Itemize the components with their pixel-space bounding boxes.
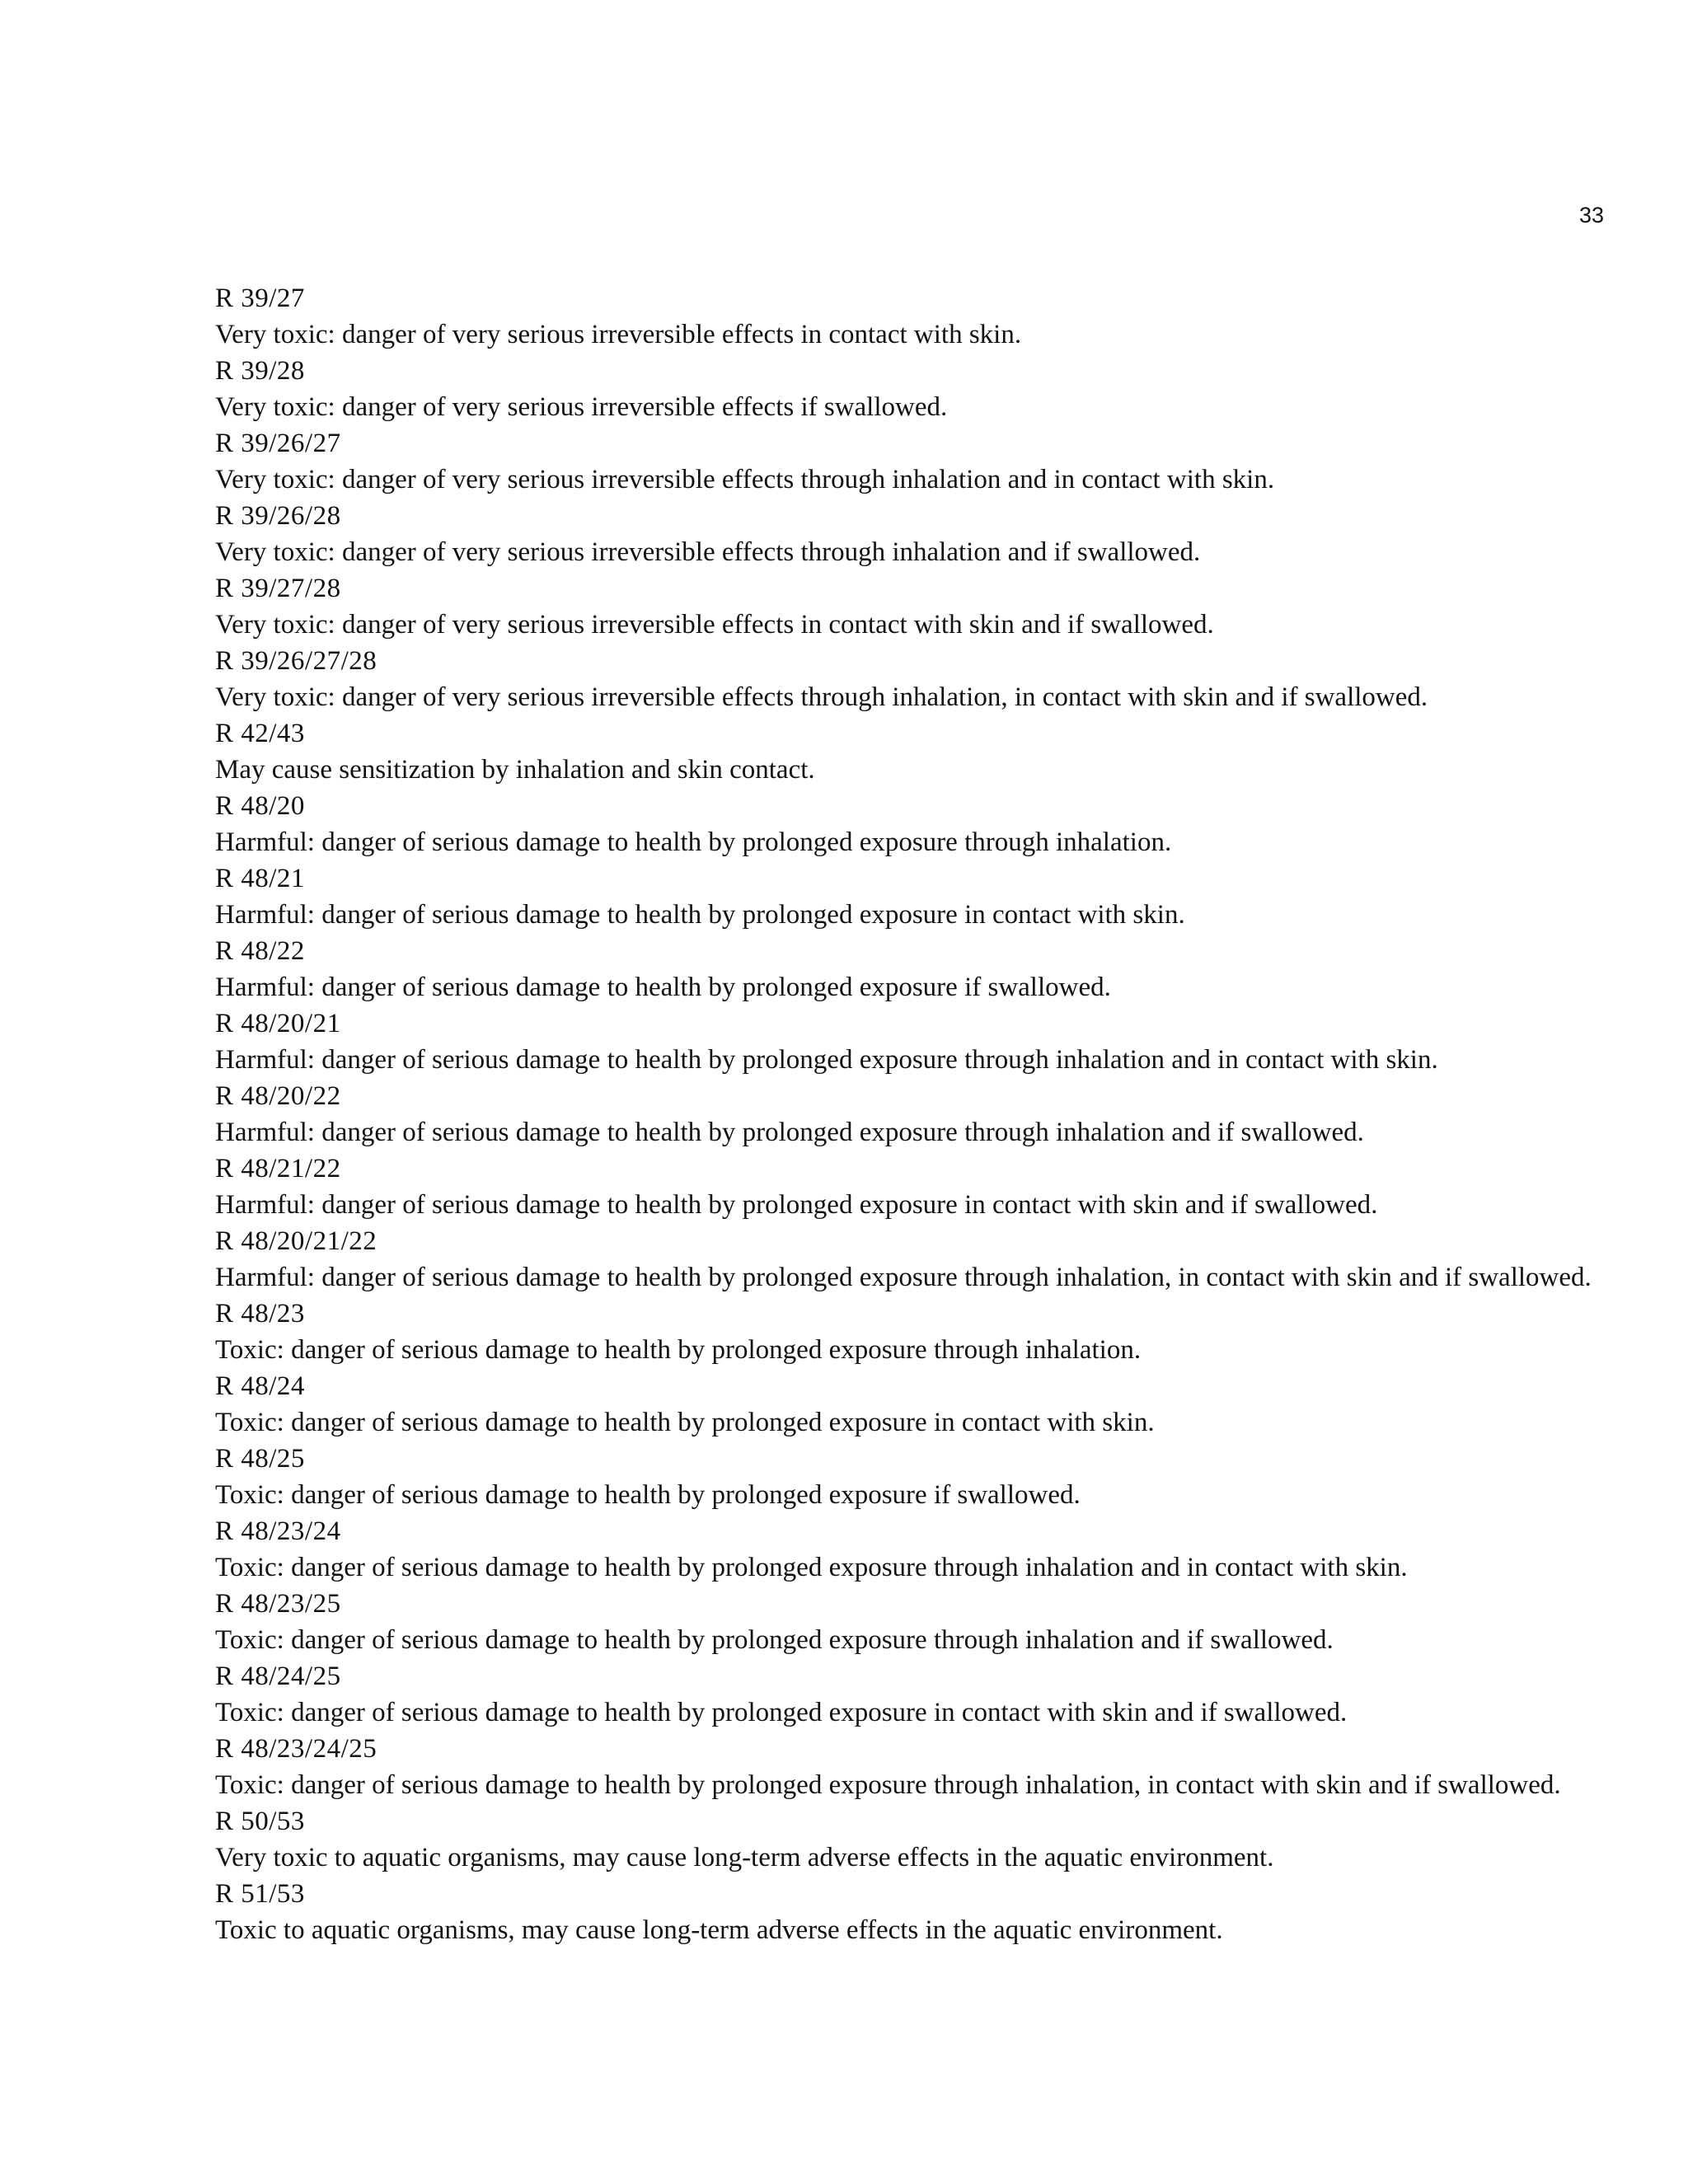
risk-phrase-text: Toxic: danger of serious damage to health by prolonged exposure through inhalation and in contact with skin.: [215, 1553, 1408, 1582]
risk-phrase-code: R 39/27: [215, 284, 305, 313]
risk-phrase-entry: [215, 425, 1688, 498]
risk-phrase-text: Harmful: danger of serious damage to health by prolonged exposure in contact with skin.: [215, 900, 1185, 930]
risk-phrase-entry: [215, 788, 1688, 860]
risk-phrase-text: Harmful: danger of serious damage to health by prolonged exposure if swallowed.: [215, 972, 1111, 1002]
risk-phrase-code: R 39/26/28: [215, 501, 341, 531]
risk-phrase-text: Very toxic: danger of very serious irreversible effects through inhalation and if swallowed.: [215, 537, 1201, 567]
risk-phrase-code: R 48/20/21/22: [215, 1226, 377, 1256]
risk-phrase-code: R 48/22: [215, 936, 305, 966]
risk-phrase-entry: [215, 643, 1688, 715]
risk-phrase-entry: [215, 280, 1688, 353]
risk-phrase-text: Very toxic: danger of very serious irreversible effects through inhalation and in contact with skin.: [215, 465, 1275, 494]
risk-phrase-entry: [215, 1586, 1688, 1658]
risk-phrase-code: R 39/26/27/28: [215, 646, 377, 676]
risk-phrase-code: R 39/26/27: [215, 429, 341, 458]
risk-phrase-code: R 48/21: [215, 864, 305, 893]
risk-phrase-text: Harmful: danger of serious damage to health by prolonged exposure in contact with skin and if swallowed.: [215, 1190, 1378, 1220]
risk-phrase-code: R 48/25: [215, 1444, 305, 1474]
risk-phrase-code: R 48/23: [215, 1299, 305, 1329]
risk-phrase-text: Very toxic: danger of very serious irreversible effects in contact with skin.: [215, 320, 1022, 349]
risk-phrase-entry: [215, 1731, 1688, 1803]
risk-phrase-entry: [215, 715, 1688, 788]
risk-phrase-text: Toxic: danger of serious damage to health by prolonged exposure in contact with skin and if swallowed.: [215, 1698, 1348, 1727]
risk-phrase-entry: [215, 1876, 1688, 1948]
risk-phrase-code: R 48/20/22: [215, 1081, 341, 1111]
risk-phrase-entry: [215, 570, 1688, 643]
risk-phrase-code: R 48/21/22: [215, 1154, 341, 1183]
risk-phrase-entry: [215, 353, 1688, 425]
risk-phrase-entry: [215, 1441, 1688, 1513]
risk-phrase-code: R 51/53: [215, 1879, 305, 1909]
risk-phrase-code: R 42/43: [215, 719, 305, 748]
risk-phrase-text: Very toxic to aquatic organisms, may cause long-term adverse effects in the aquatic environment.: [215, 1843, 1274, 1872]
risk-phrase-text: Toxic: danger of serious damage to health by prolonged exposure through inhalation and if swallowed.: [215, 1625, 1334, 1655]
risk-phrase-text: Toxic: danger of serious damage to health by prolonged exposure in contact with skin.: [215, 1408, 1155, 1437]
risk-phrase-code: R 50/53: [215, 1807, 305, 1836]
risk-phrase-code: R 48/20/21: [215, 1009, 341, 1038]
risk-phrase-text: Toxic: danger of serious damage to health by prolonged exposure through inhalation, in contact with skin and if swallowed.: [215, 1770, 1561, 1800]
risk-phrase-text: Very toxic: danger of very serious irreversible effects if swallowed.: [215, 392, 948, 422]
risk-phrase-text: Toxic: danger of serious damage to health by prolonged exposure through inhalation.: [215, 1335, 1142, 1365]
risk-phrase-code: R 39/27/28: [215, 574, 341, 603]
page-number: 33: [1579, 203, 1605, 227]
risk-phrase-code: R 39/28: [215, 356, 305, 386]
risk-phrase-code: R 48/24/25: [215, 1661, 341, 1691]
risk-phrase-list: [215, 280, 1688, 1948]
risk-phrase-text: Harmful: danger of serious damage to health by prolonged exposure through inhalation and in contact with skin.: [215, 1045, 1438, 1075]
risk-phrase-code: R 48/23/25: [215, 1589, 341, 1619]
risk-phrase-text: Harmful: danger of serious damage to health by prolonged exposure through inhalation, in contact with skin and if swallowed.: [215, 1263, 1592, 1292]
risk-phrase-text: May cause sensitization by inhalation and skin contact.: [215, 755, 815, 785]
risk-phrase-text: Very toxic: danger of very serious irreversible effects in contact with skin and if swallowed.: [215, 610, 1214, 640]
risk-phrase-entry: [215, 1368, 1688, 1441]
risk-phrase-text: Toxic: danger of serious damage to health by prolonged exposure if swallowed.: [215, 1480, 1081, 1510]
risk-phrase-entry: [215, 860, 1688, 933]
risk-phrase-text: Harmful: danger of serious damage to health by prolonged exposure through inhalation and if swallowed.: [215, 1118, 1364, 1147]
risk-phrase-code: R 48/23/24/25: [215, 1734, 377, 1764]
risk-phrase-entry: [215, 1223, 1688, 1296]
risk-phrase-entry: [215, 1151, 1688, 1223]
risk-phrase-entry: [215, 1078, 1688, 1151]
risk-phrase-entry: [215, 1658, 1688, 1731]
risk-phrase-entry: [215, 1803, 1688, 1876]
risk-phrase-entry: [215, 1005, 1688, 1078]
risk-phrase-code: R 48/20: [215, 791, 305, 821]
risk-phrase-entry: [215, 1296, 1688, 1368]
risk-phrase-code: R 48/23/24: [215, 1516, 341, 1546]
risk-phrase-entry: [215, 498, 1688, 570]
risk-phrase-text: Very toxic: danger of very serious irreversible effects through inhalation, in contact with skin and if swallowed.: [215, 682, 1428, 712]
risk-phrase-entry: [215, 933, 1688, 1005]
risk-phrase-entry: [215, 1513, 1688, 1586]
risk-phrase-text: Toxic to aquatic organisms, may cause long-term adverse effects in the aquatic environment.: [215, 1915, 1223, 1945]
risk-phrase-text: Harmful: danger of serious damage to health by prolonged exposure through inhalation.: [215, 827, 1172, 857]
risk-phrase-code: R 48/24: [215, 1371, 305, 1401]
